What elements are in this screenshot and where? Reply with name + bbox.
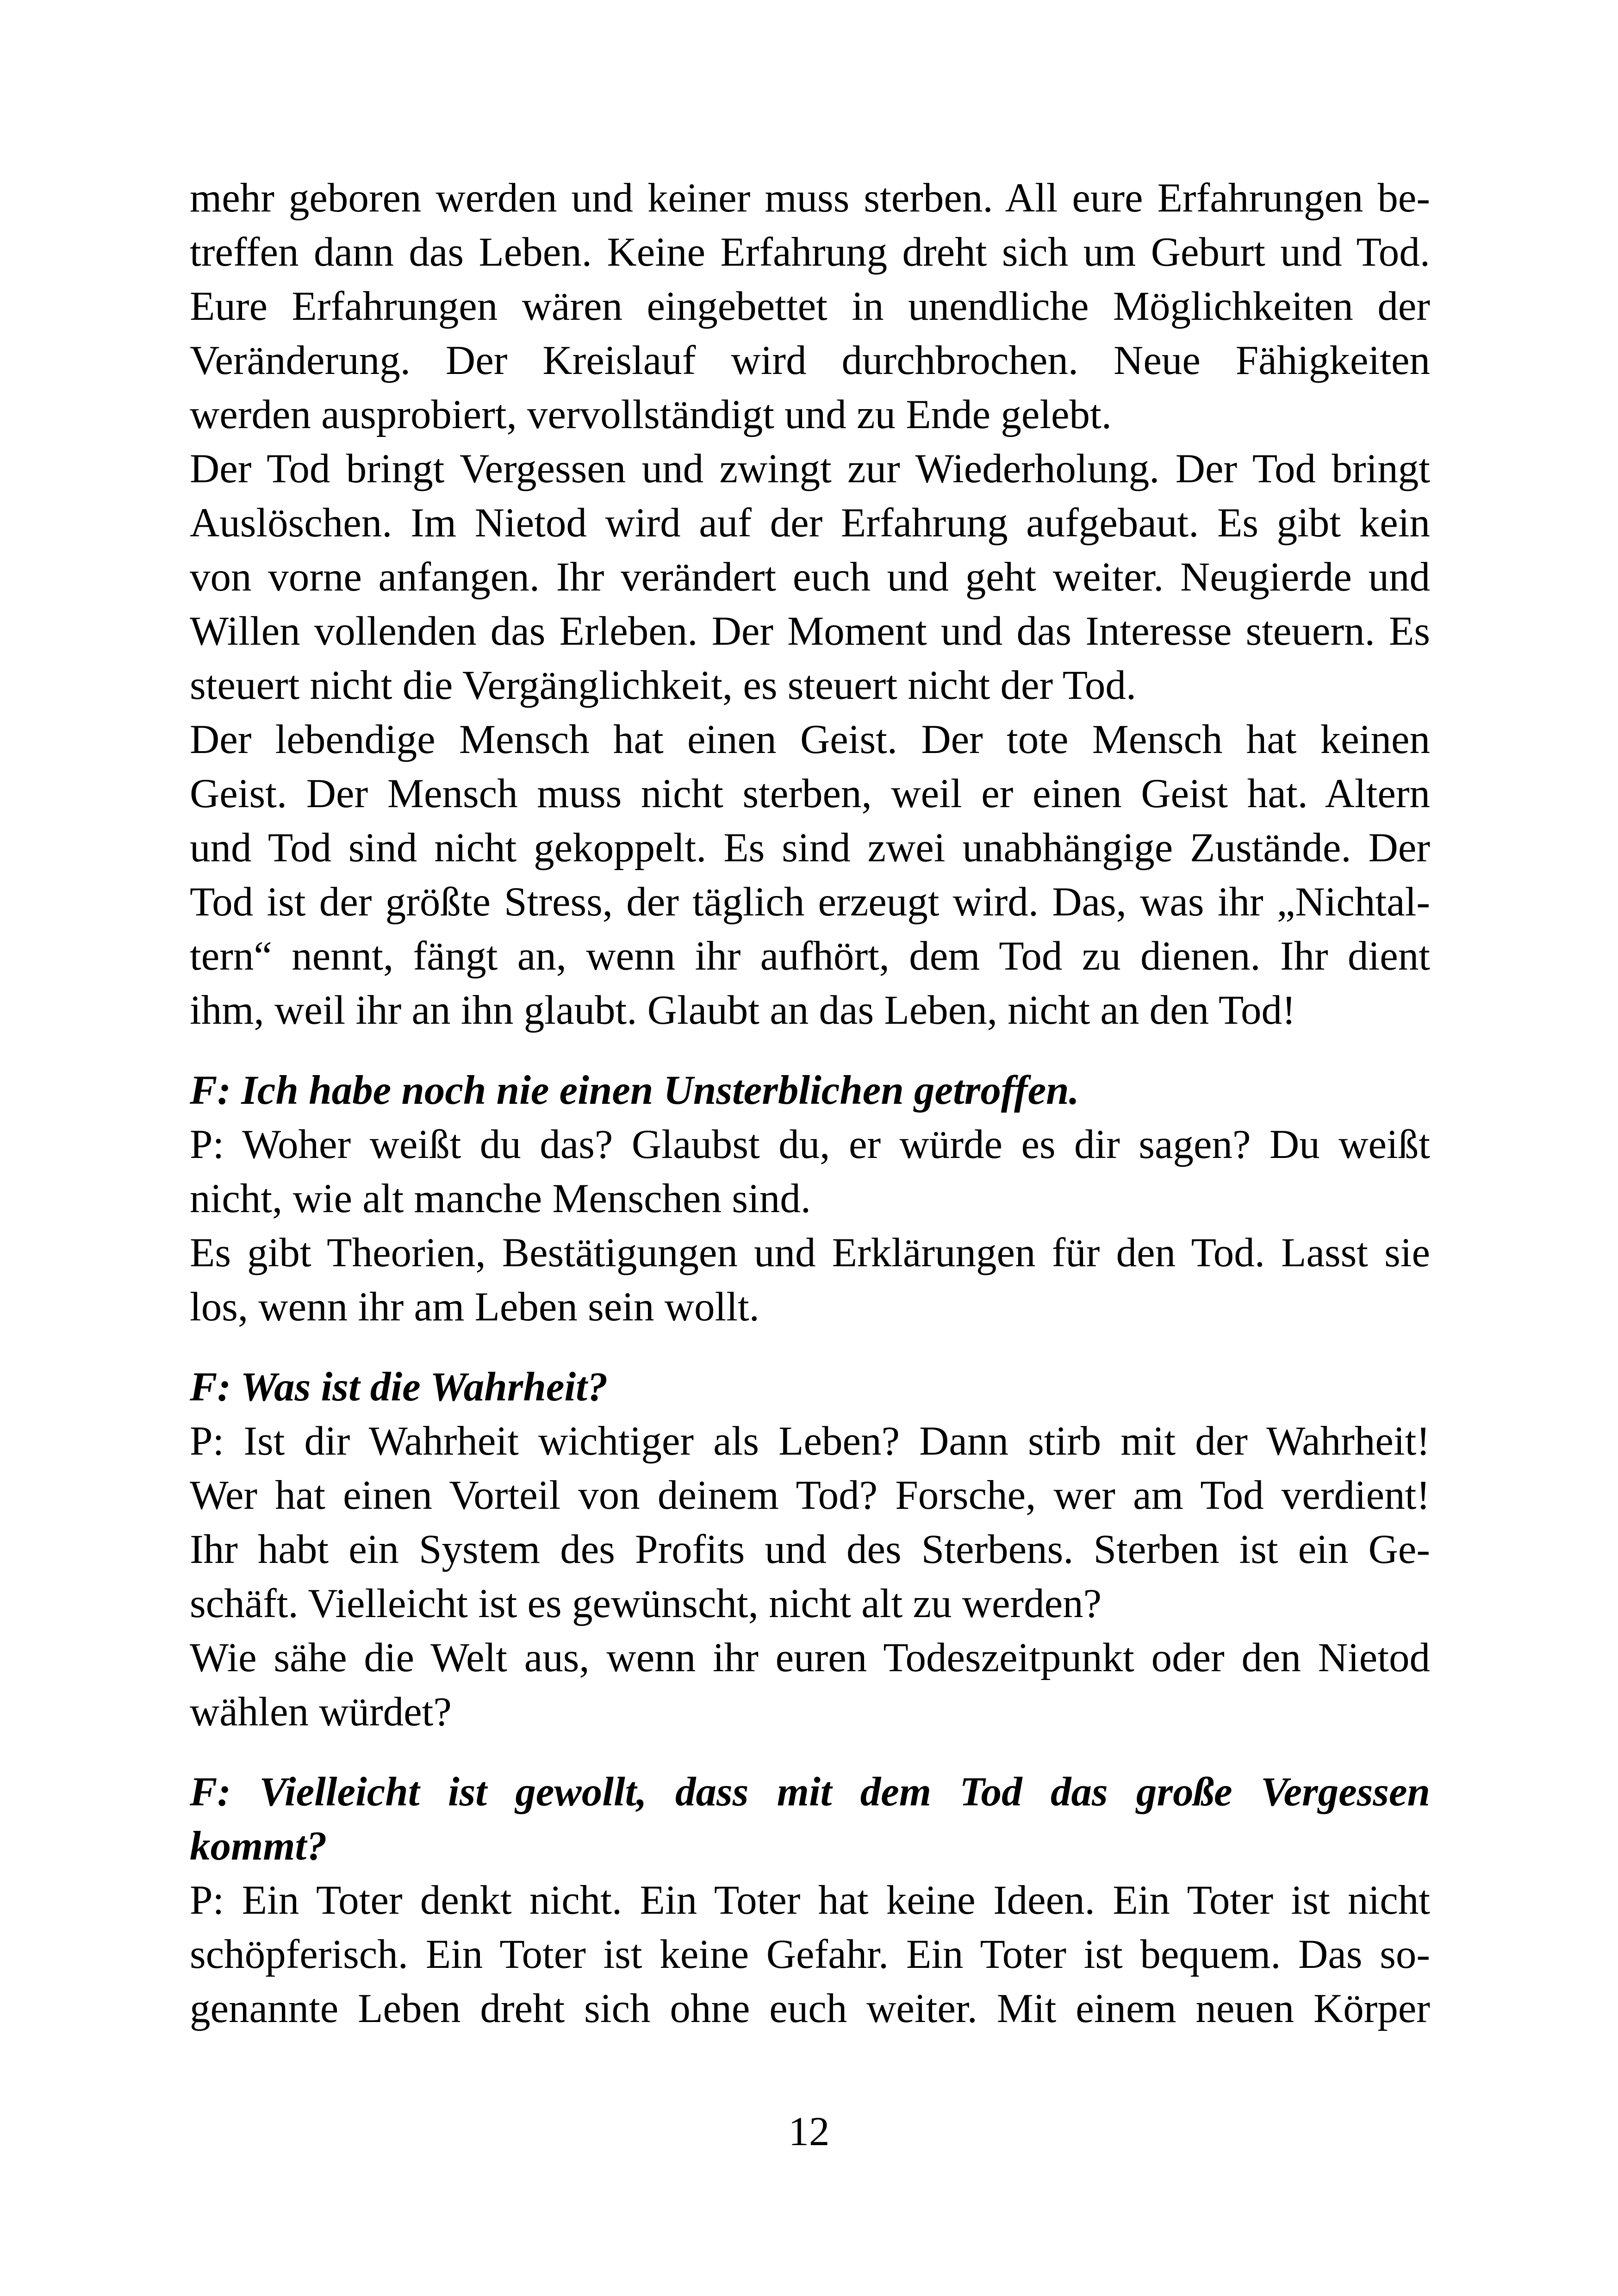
text-paragraph (190, 171, 1430, 442)
text-line: P: Woher weißt du das? Glaubst du, er würde es dir sagen? Du weißt (190, 1122, 1430, 1167)
text-line: F: Ich habe noch nie einen Unsterblichen getroffen. (190, 1068, 1079, 1113)
text-line: F: Vielleicht ist gewollt, dass mit dem Tod das große Vergessen (190, 1769, 1430, 1815)
text-paragraph (190, 1226, 1430, 1334)
text-line: Ihr habt ein System des Profits und des Sterbens. Sterben ist ein Ge- (190, 1527, 1430, 1572)
text-paragraph (190, 1414, 1430, 1631)
text-line: Wie sähe die Welt aus, wenn ihr euren Todeszeitpunkt oder den Nietod (190, 1635, 1430, 1680)
page-number: 12 (788, 2109, 830, 2154)
text-line: F: Was ist die Wahrheit? (190, 1364, 608, 1410)
text-paragraph (190, 713, 1430, 1038)
text-line: tern“ nennt, fängt an, wenn ihr aufhört, dem Tod zu dienen. Ihr dient (190, 933, 1430, 979)
text-line: Es gibt Theorien, Bestätigungen und Erklärungen für den Tod. Lasst sie (190, 1230, 1430, 1276)
question-heading (190, 1765, 1430, 1873)
text-line: Eure Erfahrungen wären eingebettet in unendliche Möglichkeiten der (190, 284, 1430, 329)
text-paragraph (190, 1118, 1430, 1226)
text-line: treffen dann das Leben. Keine Erfahrung dreht sich um Geburt und Tod. (190, 230, 1430, 275)
text-line: Veränderung. Der Kreislauf wird durchbrochen. Neue Fähigkeiten (190, 338, 1430, 383)
text-line: Der lebendige Mensch hat einen Geist. Der tote Mensch hat keinen (190, 717, 1430, 762)
text-line: Geist. Der Mensch muss nicht sterben, weil er einen Geist hat. Altern (190, 771, 1430, 816)
text-line: kommt? (190, 1823, 327, 1869)
text-line: Der Tod bringt Vergessen und zwingt zur Wiederholung. Der Tod bringt (190, 446, 1430, 492)
text-line: los, wenn ihr am Leben sein wollt. (190, 1284, 759, 1330)
text-paragraph (190, 442, 1430, 713)
text-line: schäft. Vielleicht ist es gewünscht, nicht alt zu werden? (190, 1581, 1102, 1626)
text-line: Wer hat einen Vorteil von deinem Tod? Forsche, wer am Tod verdient! (190, 1473, 1430, 1518)
text-line: genannte Leben dreht sich ohne euch weiter. Mit einem neuen Körper (190, 1986, 1430, 2031)
text-line: steuert nicht die Vergänglichkeit, es steuert nicht der Tod. (190, 663, 1137, 708)
text-line: Willen vollenden das Erleben. Der Moment und das Interesse steuern. Es (190, 609, 1430, 654)
text-line: nicht, wie alt manche Menschen sind. (190, 1176, 811, 1221)
text-paragraph (190, 1873, 1430, 2036)
question-heading (190, 1360, 1430, 1414)
text-line: P: Ist dir Wahrheit wichtiger als Leben? Dann stirb mit der Wahrheit! (190, 1419, 1430, 1464)
text-line: von vorne anfangen. Ihr verändert euch und geht weiter. Neugierde und (190, 554, 1430, 600)
text-line: mehr geboren werden und keiner muss sterben. All eure Erfahrungen be- (190, 175, 1430, 221)
text-line: P: Ein Toter denkt nicht. Ein Toter hat keine Ideen. Ein Toter ist nicht (190, 1878, 1430, 1923)
text-line: ihm, weil ihr an ihn glaubt. Glaubt an das Leben, nicht an den Tod! (190, 988, 1296, 1033)
text-line: Auslöschen. Im Nietod wird auf der Erfahrung aufgebaut. Es gibt kein (190, 500, 1430, 546)
text-line: Tod ist der größte Stress, der täglich erzeugt wird. Das, was ihr „Nichtal- (190, 879, 1430, 925)
question-heading (190, 1064, 1430, 1118)
page-body (190, 171, 1430, 2036)
text-line: werden ausprobiert, vervollständigt und zu Ende gelebt. (190, 392, 1112, 437)
text-line: schöpferisch. Ein Toter ist keine Gefahr. Ein Toter ist bequem. Das so- (190, 1932, 1430, 1977)
text-line: und Tod sind nicht gekoppelt. Es sind zwei unabhängige Zustände. Der (190, 825, 1430, 871)
text-line: wählen würdet? (190, 1689, 452, 1735)
text-paragraph (190, 1631, 1430, 1739)
